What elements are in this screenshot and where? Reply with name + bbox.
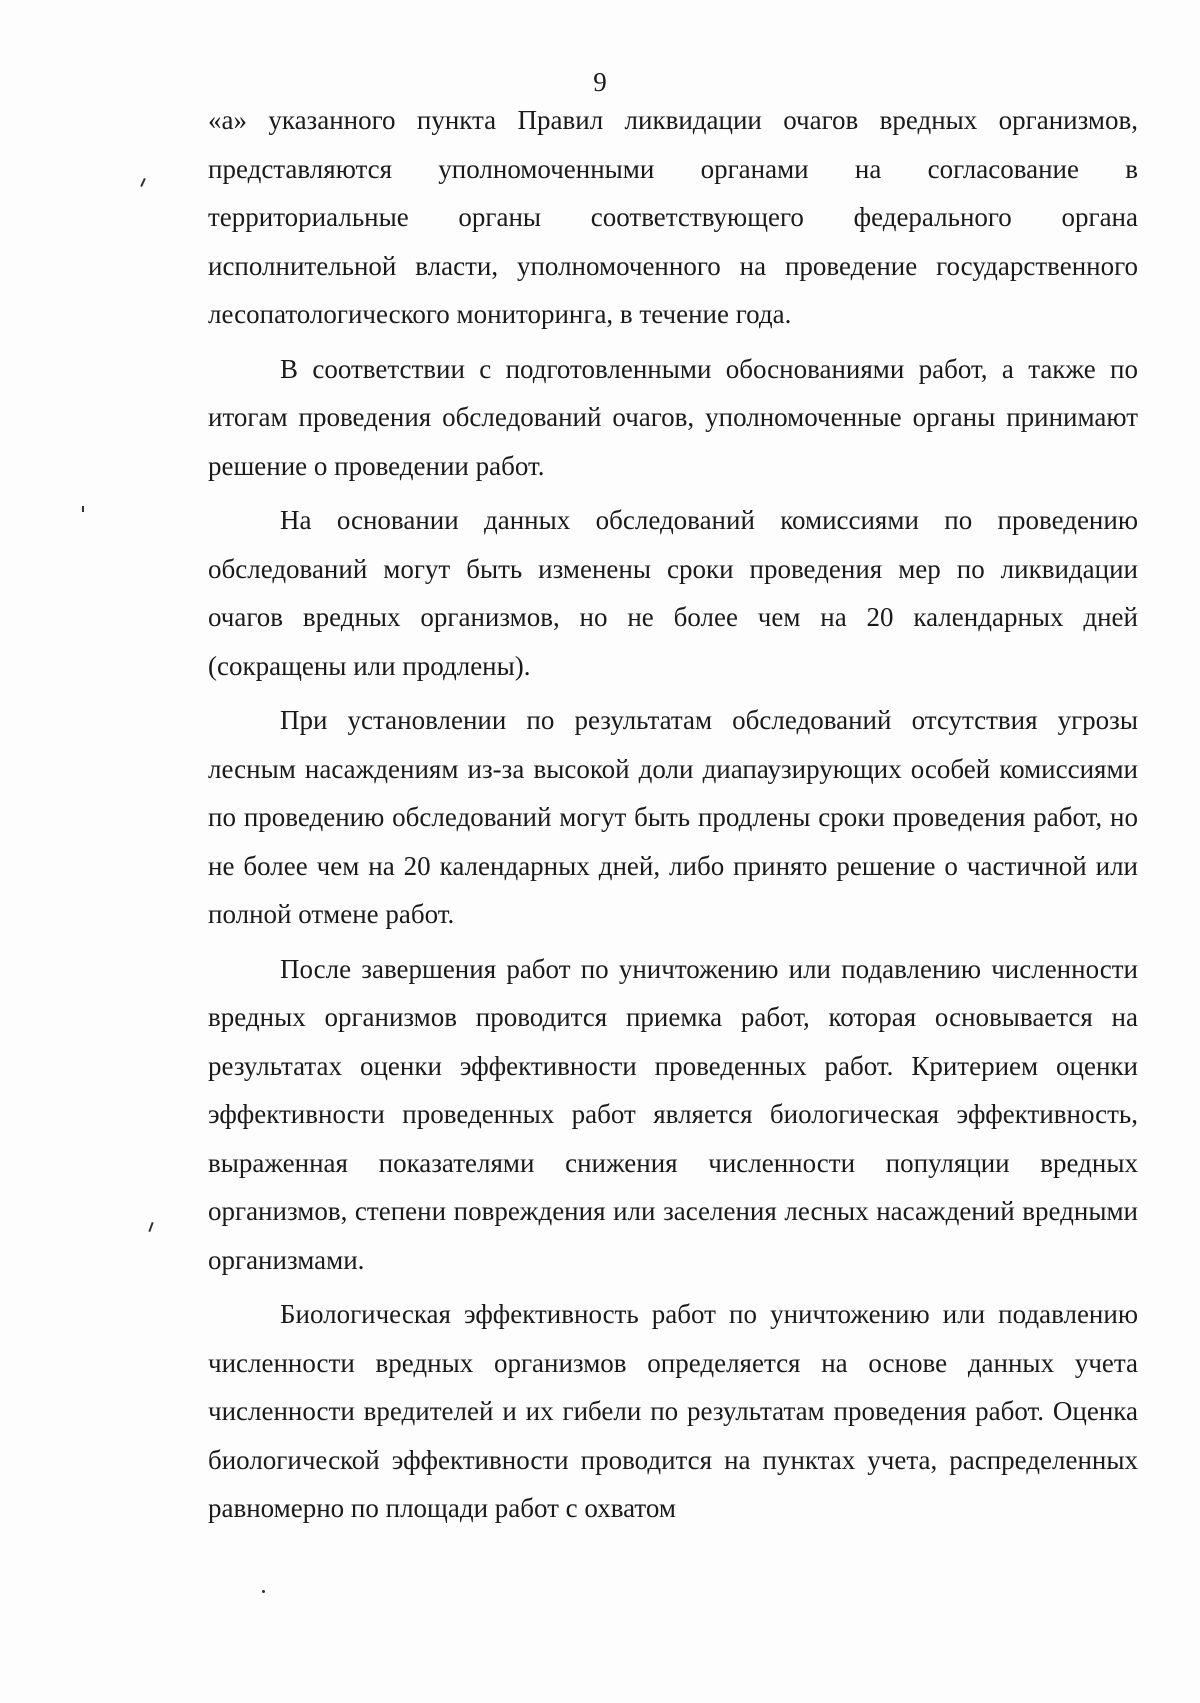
scan-speck: [262, 1590, 265, 1593]
scan-speck: [82, 506, 84, 512]
paragraph-deadline-change: На основании данных обследований комиссиями по проведению обследований могут быть изменены сроки проведения мер по ликвидации очагов вредных организмов, но не более чем на 20 календарных дней (сокращены или продлены).: [208, 505, 1138, 681]
paragraph-acceptance: После завершения работ по уничтожению или подавлению численности вредных организмов проводится приемка работ, которая основывается на результатах оценки эффективности проведенных работ. Критерием оценки эффективности проведенных работ является биологическая эффективность, выраженная показателями снижения численности популяции вредных организмов, степени повреждения или заселения лесных насаждений вредными организмами.: [208, 953, 1138, 1275]
paragraph-continuation: «а» указанного пункта Правил ликвидации очагов вредных организмов, представляются уполномоченными органами на согласование в территориальные органы соответствующего федерального органа исполнительной власти, уполномоченного на проведение государственного лесопатологического мониторинга, в течение года.: [208, 105, 1138, 329]
scan-speck: [148, 1222, 153, 1232]
paragraph-decision: В соответствии с подготовленными обоснованиями работ, а также по итогам проведения обследований очагов, уполномоченные органы принимают решение о проведении работ.: [208, 353, 1138, 481]
body-text: [208, 96, 1138, 1533]
paragraph-threat-absence: При установлении по результатам обследований отсутствия угрозы лесным насаждениям из-за высокой доли диапаузирующих особей комиссиями по проведению обследований могут быть продлены сроки проведения работ, но не более чем на 20 календарных дней, либо принято решение о частичной или полной отмене работ.: [208, 705, 1138, 929]
paragraph-biological-efficiency: Биологическая эффективность работ по уничтожению или подавлению численности вредных организмов определяется на основе данных учета численности вредителей и их гибели по результатам проведения работ. Оценка биологической эффективности проводится на пунктах учета, распределенных равномерно по площади работ с охватом: [208, 1299, 1138, 1523]
page-number: 9: [593, 67, 607, 97]
scan-speck: [140, 178, 146, 187]
